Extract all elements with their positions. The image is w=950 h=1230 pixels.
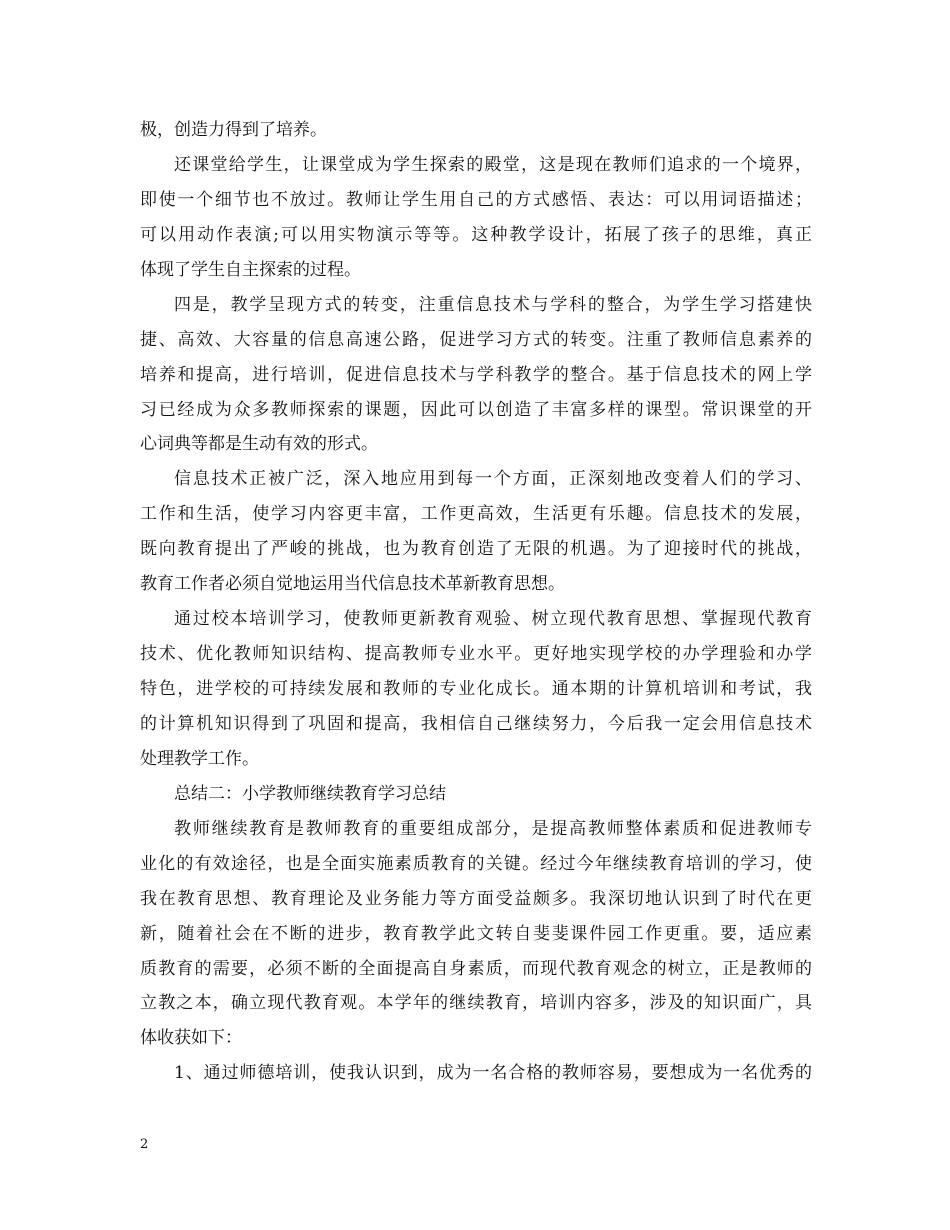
text-line: 质教育的需要，必须不断的全面提高自身素质，而现代教育观念的树立，正是教师的 [140, 958, 812, 979]
text-line: 工作和生活，使学习内容更丰富，工作更高效，生活更有乐趣。信息技术的发展， [140, 504, 812, 525]
text-line: 信息技术正被广泛，深入地应用到每一个方面，正深刻地改变着人们的学习、 [174, 469, 812, 490]
text-line: 处理教学工作。 [140, 748, 259, 769]
text-line: 还课堂给学生，让课堂成为学生探索的殿堂，这是现在教师们追求的一个境界， [174, 154, 812, 175]
text-line: 1、通过师德培训，使我认识到，成为一名合格的教师容易，要想成为一名优秀的 [174, 1063, 812, 1084]
text-line: 心词典等都是生动有效的形式。 [140, 434, 378, 455]
text-line: 培养和提高，进行培训，促进信息技术与学科教学的整合。基于信息技术的网上学 [140, 364, 812, 385]
text-line: 教育工作者必须自觉地运用当代信息技术革新教育思想。 [140, 574, 565, 595]
text-line: 业化的有效途径，也是全面实施素质教育的关键。经过今年继续教育培训的学习，使 [140, 853, 812, 874]
text-line: 我在教育思想、教育理论及业务能力等方面受益颇多。我深切地认识到了时代在更 [140, 888, 812, 909]
text-line: 可以用动作表演;可以用实物演示等等。这种教学设计，拓展了孩子的思维，真正 [140, 224, 812, 245]
text-line: 新，随着社会在不断的进步，教育教学此文转自斐斐课件园工作更重。要，适应素 [140, 923, 812, 944]
text-line: 习已经成为众多教师探索的课题，因此可以创造了丰富多样的课型。常识课堂的开 [140, 399, 812, 420]
page-number: 2 [140, 1137, 149, 1152]
text-line: 的计算机知识得到了巩固和提高，我相信自己继续努力，今后我一定会用信息技术 [140, 713, 812, 734]
text-line: 体收获如下： [140, 1028, 242, 1049]
text-line: 既向教育提出了严峻的挑战，也为教育创造了无限的机遇。为了迎接时代的挑战， [140, 539, 812, 560]
text-line: 捷、高效、大容量的信息高速公路，促进学习方式的转变。注重了教师信息素养的 [140, 329, 812, 350]
text-line: 总结二：小学教师继续教育学习总结 [174, 783, 446, 804]
text-line: 即使一个细节也不放过。教师让学生用自己的方式感悟、表达：可以用词语描述； [140, 189, 812, 210]
text-line: 特色，进学校的可持续发展和教师的专业化成长。通本期的计算机培训和考试，我 [140, 679, 812, 699]
text-line: 技术、优化教师知识结构、提高教师专业水平。更好地实现学校的办学理验和办学 [140, 644, 812, 665]
text-line: 立教之本，确立现代教育观。本学年的继续教育，培训内容多，涉及的知识面广，具 [140, 993, 812, 1014]
text-line: 体现了学生自主探索的过程。 [140, 259, 361, 280]
text-line: 四是，教学呈现方式的转变，注重信息技术与学科的整合，为学生学习搭建快 [174, 294, 812, 315]
text-line: 通过校本培训学习，使教师更新教育观验、树立现代教育思想、掌握现代教育 [174, 609, 812, 630]
text-line: 教师继续教育是教师教育的重要组成部分，是提高教师整体素质和促进教师专 [174, 818, 812, 839]
text-line: 极，创造力得到了培养。 [140, 120, 327, 140]
document-body [140, 113, 812, 1091]
